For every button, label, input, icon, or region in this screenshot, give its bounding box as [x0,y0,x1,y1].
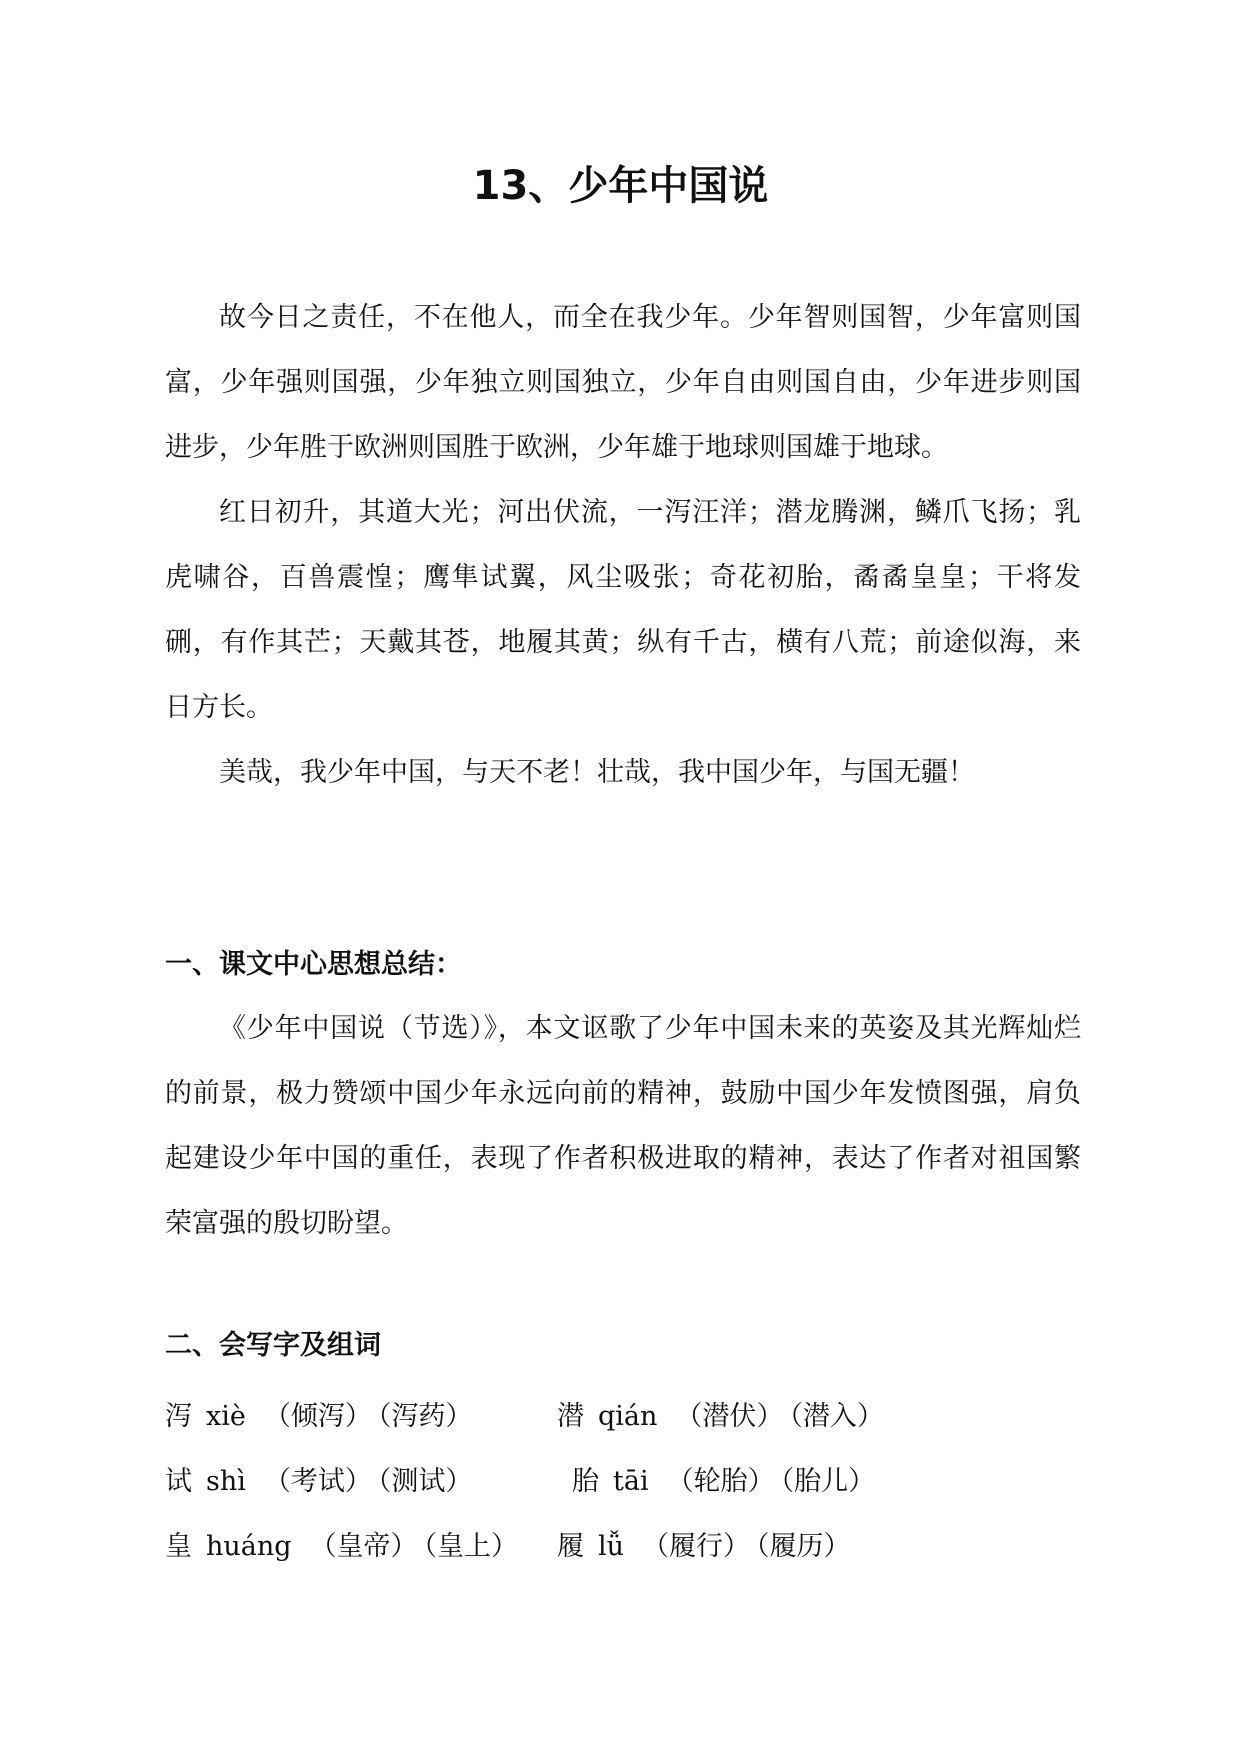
vocab-entry [165,1449,478,1514]
summary-block [165,996,1081,1256]
vocab-pinyin: qián [598,1401,658,1432]
vocab-word: （履历） [756,1531,851,1562]
vocab-word: （皇帝） [309,1531,418,1562]
page-title: 13、少年中国说 [472,163,769,209]
vocab-char: 皇 [165,1531,192,1562]
vocab-word: （胎儿） [780,1466,876,1497]
vocab-entry [557,1384,890,1449]
vocab-entry [572,1449,881,1514]
passage-paragraph-3: 美哉，我少年中国，与天不老！壮哉，我中国少年，与国无疆！ [219,757,975,788]
vocab-char: 胎 [572,1466,599,1497]
vocab-char: 履 [557,1531,584,1562]
passage-paragraph-2: 红日初升，其道大光；河出伏流，一泻汪洋；潜龙腾渊，鳞爪飞扬；乳虎啸谷，百兽震惶；鹰隼试翼，风尘吸张；奇花初胎，矞矞皇皇；干将发硎，有作其芒；天戴其苍，地履其黄；纵有千古，横有八荒；前途似海，来日方长。 [165,497,1081,723]
summary-paragraph: 《少年中国说（节选）》，本文讴歌了少年中国未来的英姿及其光辉灿烂的前景，极力赞颂中国少年永远向前的精神，鼓励中国少年发愤图强，肩负起建设少年中国的重任，表现了作者积极进取的精神，表达了作者对祖国繁荣富强的殷切盼望。 [165,1013,1081,1239]
section-heading-summary: 一、课文中心思想总结： [165,949,462,980]
vocab-word: （倾泻） [263,1401,372,1432]
vocab-pinyin: lǚ [598,1531,625,1562]
vocab-char: 潜 [557,1401,584,1432]
vocab-pinyin: huáng [206,1531,292,1562]
vocab-entry [165,1384,478,1449]
vocab-char: 试 [165,1466,192,1497]
vocab-word: （潜伏） [675,1401,784,1432]
vocab-word: （考试） [263,1466,372,1497]
vocab-entry [557,1514,857,1579]
vocab-word: （泻药） [377,1401,473,1432]
vocab-entry [165,1514,524,1579]
vocab-word: （测试） [377,1466,473,1497]
passage-paragraph-1: 故今日之责任，不在他人，而全在我少年。少年智则国智，少年富则国富，少年强则国强，少年独立则国独立，少年自由则国自由，少年进步则国进步，少年胜于欧洲则国胜于欧洲，少年雄于地球则国雄于地球。 [165,302,1081,463]
vocab-word: （轮胎） [666,1466,775,1497]
vocab-word: （履行） [642,1531,751,1562]
section-heading-vocabulary: 二、会写字及组词 [165,1330,381,1361]
vocab-pinyin: shì [206,1466,246,1497]
passage [165,285,1081,805]
vocab-word: （皇上） [423,1531,519,1562]
vocab-char: 泻 [165,1401,192,1432]
vocab-pinyin: tāi [613,1466,649,1497]
vocab-word: （潜入） [789,1401,884,1432]
vocab-pinyin: xiè [206,1401,246,1432]
